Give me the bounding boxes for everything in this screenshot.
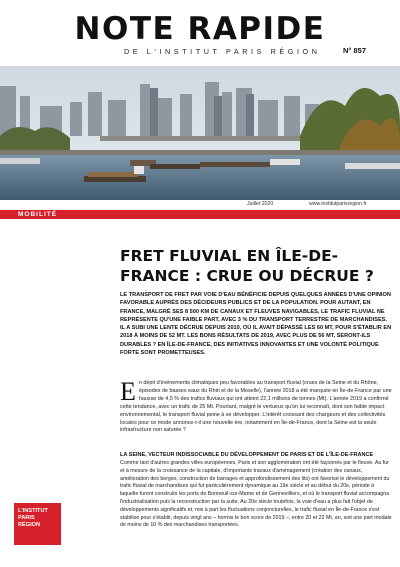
issue-number: N° 857 bbox=[343, 46, 367, 55]
cover-photo-illustration bbox=[0, 66, 400, 200]
logo-line-1: L'INSTITUT bbox=[18, 508, 48, 514]
article-intro bbox=[120, 377, 392, 435]
publication-subtitle: DE L'INSTITUT PARIS RÉGION bbox=[124, 47, 321, 56]
article-lead: LE TRANSPORT DE FRET PAR VOIE D'EAU BÉNÉFICIE DEPUIS QUELQUES ANNÉES D'UNE OPINION FAVORABLE AUPRÈS DES DÉCIDEURS PUBLICS ET DE LA POPULATION. POUR AUTANT, EN FRANCE, MALGRÉ SES 8 500 KM DE CANAUX ET FLEUVES NAVIGABLES, LE TRAFIC FLUVIAL NE REPRÉSENTE QU'UNE FAIBLE PART, AVEC 3 % DU TRANSPORT TERRESTRE DE MARCHANDISES. IL A SUBI UNE LENTE DÉCRUE DEPUIS 2010, OÙ IL AVAIT DÉPASSÉ LES 60 MT, POUR S'ÉTABLIR EN 2018 À MOINS DE 52 MT. LES BONS RÉSULTATS DE 2019, AVEC PLUS DE 56 MT, SERONT-ILS DURABLES ? EN ÎLE-DE-FRANCE, DES INITIATIVES INNOVANTES ET UNE VOLONTÉ POLITIQUE FORTE SONT PROMETTEUSES. bbox=[120, 292, 392, 357]
intro-text: n dépit d'événements climatiques peu favorables au transport fluvial (crues de la Seine et du Rhône, épisodes de basses eaux du Rhin et de la Moselle), l'année 2018 a été marquée en Île-de-France par une hausse de 4,5 % des trafics fluviaux qui ont atteint 22,1 millions de tonnes (Mt). L'année 2019 a confirmé cette tendance, avec un trafic de 25 Mt. Pourtant, malgré le vertueux qu'on lui reconnaît, dont son faible impact environnemental, le transport fluvial peine à se développer. L'intérêt croissant des chargeurs et des collectivités locales pour ce mode annonce-t-il une nouvelle ère, notamment en Île-de-France, dont la Seine est la seule infrastructure non saturée ? bbox=[120, 380, 392, 434]
website-link[interactable]: www.institutparisregion.fr bbox=[309, 201, 367, 207]
section-band bbox=[0, 210, 400, 219]
section-label: MOBILITÉ bbox=[18, 211, 58, 218]
section-subheading: LA SEINE, VECTEUR INDISSOCIABLE DU DÉVELOPPEMENT DE PARIS ET DE L'ÎLE-DE-FRANCE bbox=[120, 452, 374, 458]
institut-logo bbox=[14, 503, 61, 545]
logo-text bbox=[18, 508, 48, 529]
article-body: Comme tant d'autres grandes villes européennes, Paris et son agglomération ont été façonnés par le fleuve. Au fur et à mesure de la croissance de la capitale, d'importants travaux d'aménagement (création des canaux, amélioration des berges, construction de barrages et approfondissement des lits) ont favorisé le développement du trafic fluvial de marchandises qui fut particulièrement dynamique au 19e siècle et au début du 20e, période à laquelle furent construits les ports de Bonneuil-sur-Marne et de Gennevilliers, et où le transport fluvial accompagna l'industrialisation puis la reconstruction par la suite. Au 20e siècle toutefois, la voie d'eau a plus fait l'objet de développements significatifs et, mis à part les fluctuations conjoncturelles, le trafic fluvial en Île-de-France s'est stabilisé pour s'établir, depuis vingt ans – hormis le bon score de 2019 –, entre 20 et 22 Mt, an, soit une part modale de moins de 10 % des marchandises transportées. bbox=[120, 460, 392, 529]
drop-cap: E bbox=[120, 377, 136, 406]
logo-line-2: PARIS bbox=[18, 515, 35, 521]
logo-line-3: RÉGION bbox=[18, 522, 41, 528]
cover-photo-seine-barges bbox=[0, 66, 400, 200]
publication-date: Juillet 2020 bbox=[247, 201, 274, 207]
publication-title: NOTE RAPIDE bbox=[74, 11, 326, 47]
masthead bbox=[0, 0, 400, 66]
article-title: FRET FLUVIAL EN ÎLE-DE-FRANCE : CRUE OU DÉCRUE ? bbox=[120, 247, 374, 285]
